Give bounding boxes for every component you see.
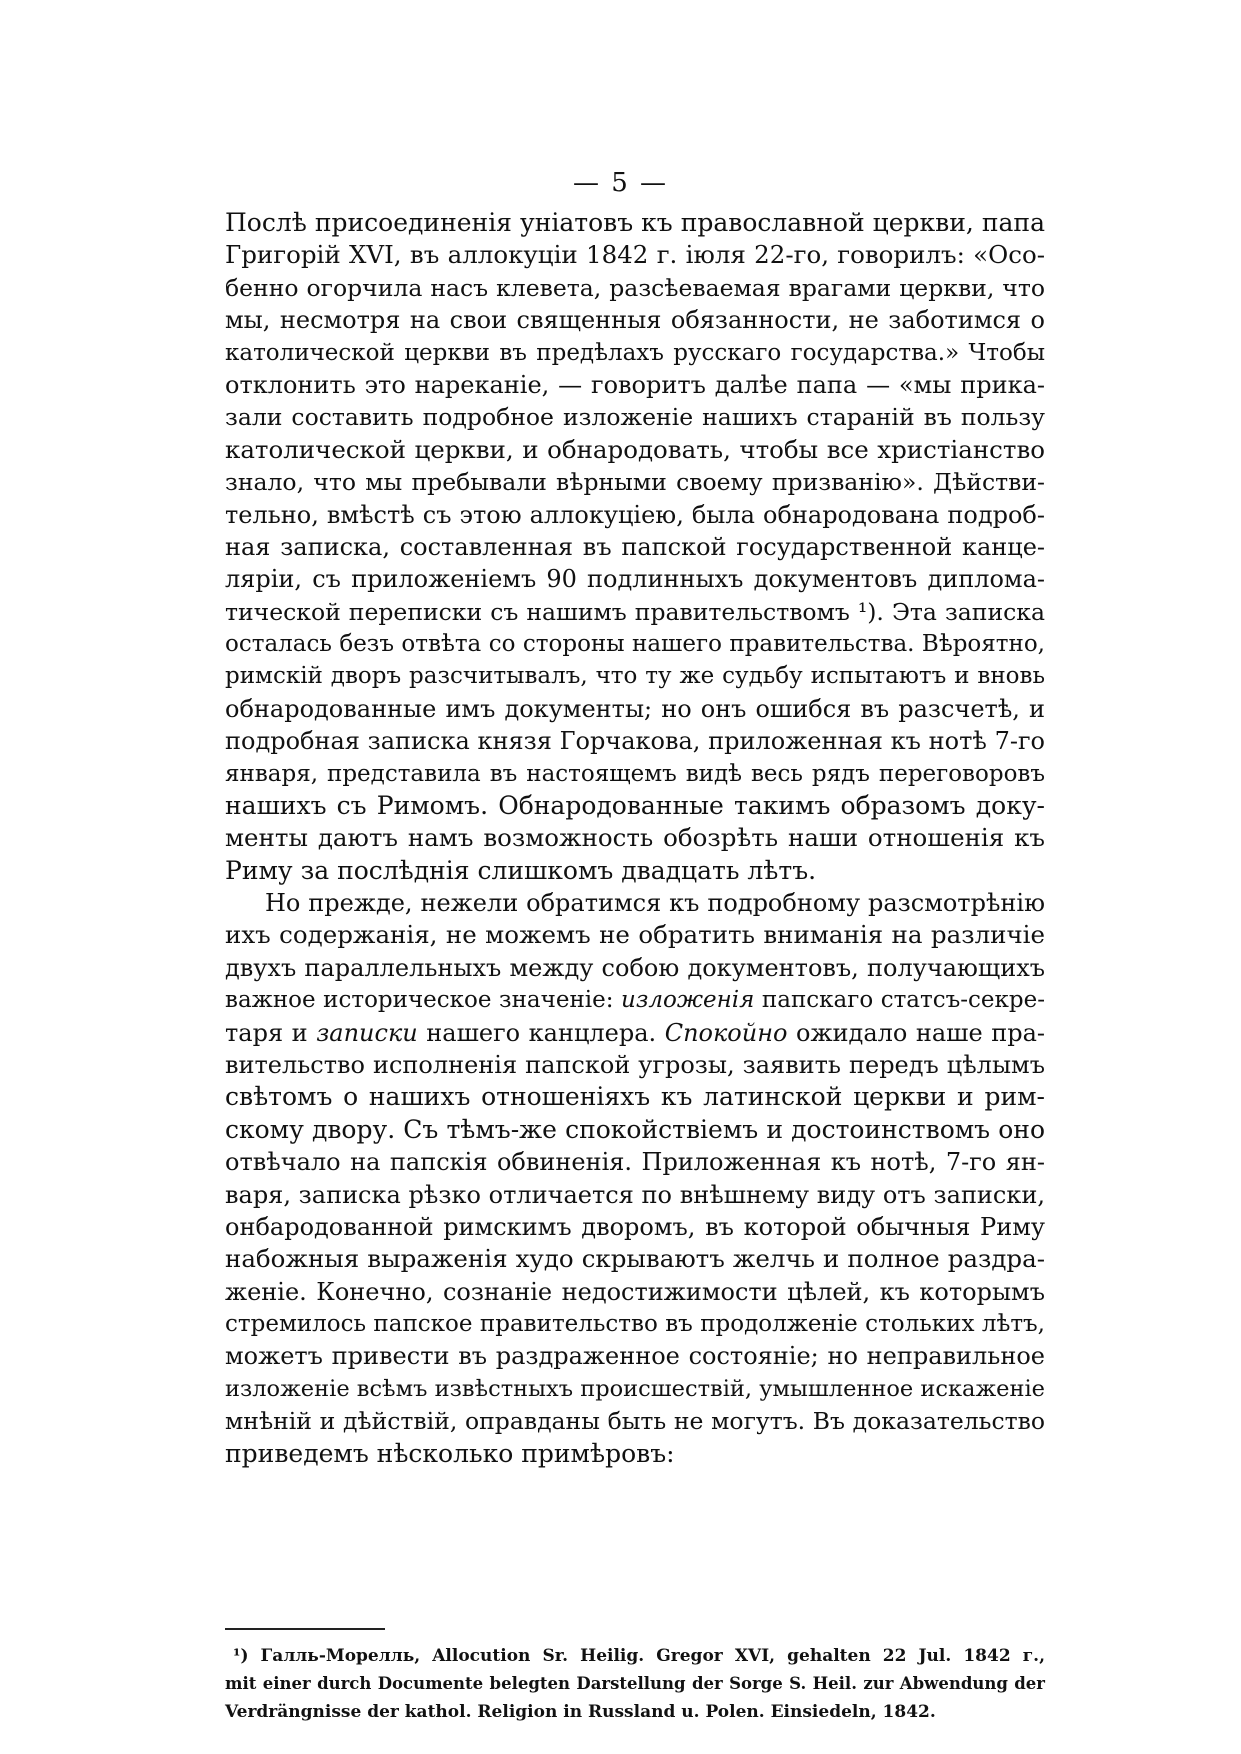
footnote [225, 1642, 1045, 1726]
text-line: свѣтомъ о нашихъ отношеніяхъ къ латинской церкви и рим- [225, 1082, 1045, 1112]
italic-term: изложенія [621, 987, 755, 1014]
text-line: обнародованные имъ документы; но онъ ошибся въ разсчетѣ, и [225, 694, 1045, 723]
text-line: бенно огорчила насъ клевета, разсѣеваемая врагами церкви, что [225, 273, 1045, 302]
text-line: изложеніе всѣмъ извѣстныхъ происшествій, умышленное искаженіе [225, 1375, 1045, 1402]
text-line: женіе. Конечно, сознаніе недостижимости цѣлей, къ которымъ [225, 1277, 1045, 1306]
text-span: ожидало наше пра- [787, 1018, 1046, 1047]
text-line: Риму за послѣднія слишкомъ двадцать лѣтъ. [225, 855, 817, 885]
text-line: Но прежде, нежели обратимся къ подробному разсмотрѣнію [265, 889, 1045, 917]
text-line: скому двору. Съ тѣмъ-же спокойствіемъ и достоинствомъ оно [225, 1114, 1045, 1144]
text-line: приведемъ нѣсколько примѣровъ: [225, 1438, 675, 1468]
paragraph-1 [225, 207, 1045, 887]
text-line: тельно, вмѣстѣ съ этою аллокуціею, была обнародована подроб- [225, 500, 1045, 529]
italic-term: Спокойно [664, 1018, 788, 1047]
text-line: подробная записка князя Горчакова, приложенная къ нотѣ 7-го [225, 727, 1045, 756]
text-line: отвѣчало на папскія обвиненія. Приложенная къ нотѣ, 7-го ян- [225, 1148, 1045, 1177]
text-line: римскій дворъ разсчитывалъ, что ту же судьбу испытаютъ и вновь [225, 663, 1045, 690]
text-line [225, 984, 1045, 1016]
italic-term: записки [316, 1018, 418, 1047]
footnote-line: mit einer durch Documente belegten Darstellung der Sorge S. Heil. zur Abwendung der [225, 1674, 1045, 1693]
text-line: ная записка, составленная въ папской государственной канце- [225, 532, 1045, 561]
footnote-line: ¹) Галль-Морелль, Allocution Sr. Heilig. Gregor XVI, gehalten 22 Jul. 1842 г., [233, 1646, 1045, 1666]
footnote-line: Verdrängnisse der kathol. Religion in Russland u. Polen. Einsiedeln, 1842. [225, 1702, 936, 1722]
text-span: папскаго статсъ-секре- [754, 987, 1046, 1014]
text-line: онбародованной римскимъ дворомъ, въ которой обычныя Риму [225, 1212, 1045, 1241]
text-line [225, 1017, 1045, 1049]
text-line: католической церкви въ предѣлахъ русскаго государства.» Чтобы [225, 339, 1045, 366]
text-line: мы, несмотря на свои священныя обязанности, не заботимся о [225, 306, 1045, 335]
text-line: осталась безъ отвѣта со стороны нашего правительства. Вѣроятно, [225, 631, 1045, 658]
text-line: Григорій XVI, въ аллокуціи 1842 г. іюля 22-го, говорилъ: «Осо- [225, 240, 1045, 270]
page-number: — 5 — [572, 168, 669, 198]
text-span: таря и [225, 1018, 317, 1047]
text-line: отклонить это нареканіе, — говоритъ далѣе папа — «мы прика- [225, 370, 1045, 399]
text-line: варя, записка рѣзко отличается по внѣшнему виду отъ записки, [225, 1180, 1045, 1209]
footnote-divider [225, 1628, 385, 1630]
text-line: менты даютъ намъ возможность обозрѣть наши отношенія къ [225, 823, 1045, 853]
text-line: тической переписки съ нашимъ правительствомъ ¹). Эта записка [225, 597, 1045, 626]
text-line: ихъ содержанія, не можемъ не обратить вниманія на различіе [225, 920, 1045, 950]
text-span: важное историческое значеніе: [225, 987, 622, 1014]
text-line: стремилось папское правительство въ продолженіе стольких лѣтъ, [225, 1311, 1045, 1338]
text-line: нашихъ съ Римомъ. Обнародованные такимъ образомъ доку- [225, 791, 1045, 821]
text-line: знало, что мы пребывали вѣрными своему призванію». Дѣйстви- [225, 468, 1045, 497]
text-line: зали составить подробное изложеніе нашихъ стараній въ пользу [225, 403, 1045, 432]
text-line: мнѣній и дѣйствій, оправданы быть не могутъ. Въ доказательство [225, 1407, 1045, 1436]
text-line: января, представила въ настоящемъ видѣ весь рядъ переговоровъ [225, 760, 1045, 787]
text-line: вительство исполненія папской угрозы, заявить передъ цѣлымъ [225, 1050, 1045, 1079]
paragraph-2 [225, 887, 1045, 1470]
text-line: набожныя выраженія худо скрываютъ желчь и полное раздра- [225, 1244, 1045, 1274]
text-line: можетъ привести въ раздраженное состояніе; но неправильное [225, 1342, 1045, 1371]
text-span: нашего канцлера. [417, 1018, 665, 1047]
text-line: ляріи, съ приложеніемъ 90 подлинныхъ документовъ диплома- [225, 565, 1045, 594]
text-line: католической церкви, и обнародовать, чтобы все христіанство [225, 434, 1045, 464]
text-line: Послѣ присоединенія уніатовъ къ православной церкви, папа [225, 208, 1045, 237]
text-line: двухъ параллельныхъ между собою документовъ, получающихъ [225, 953, 1045, 982]
